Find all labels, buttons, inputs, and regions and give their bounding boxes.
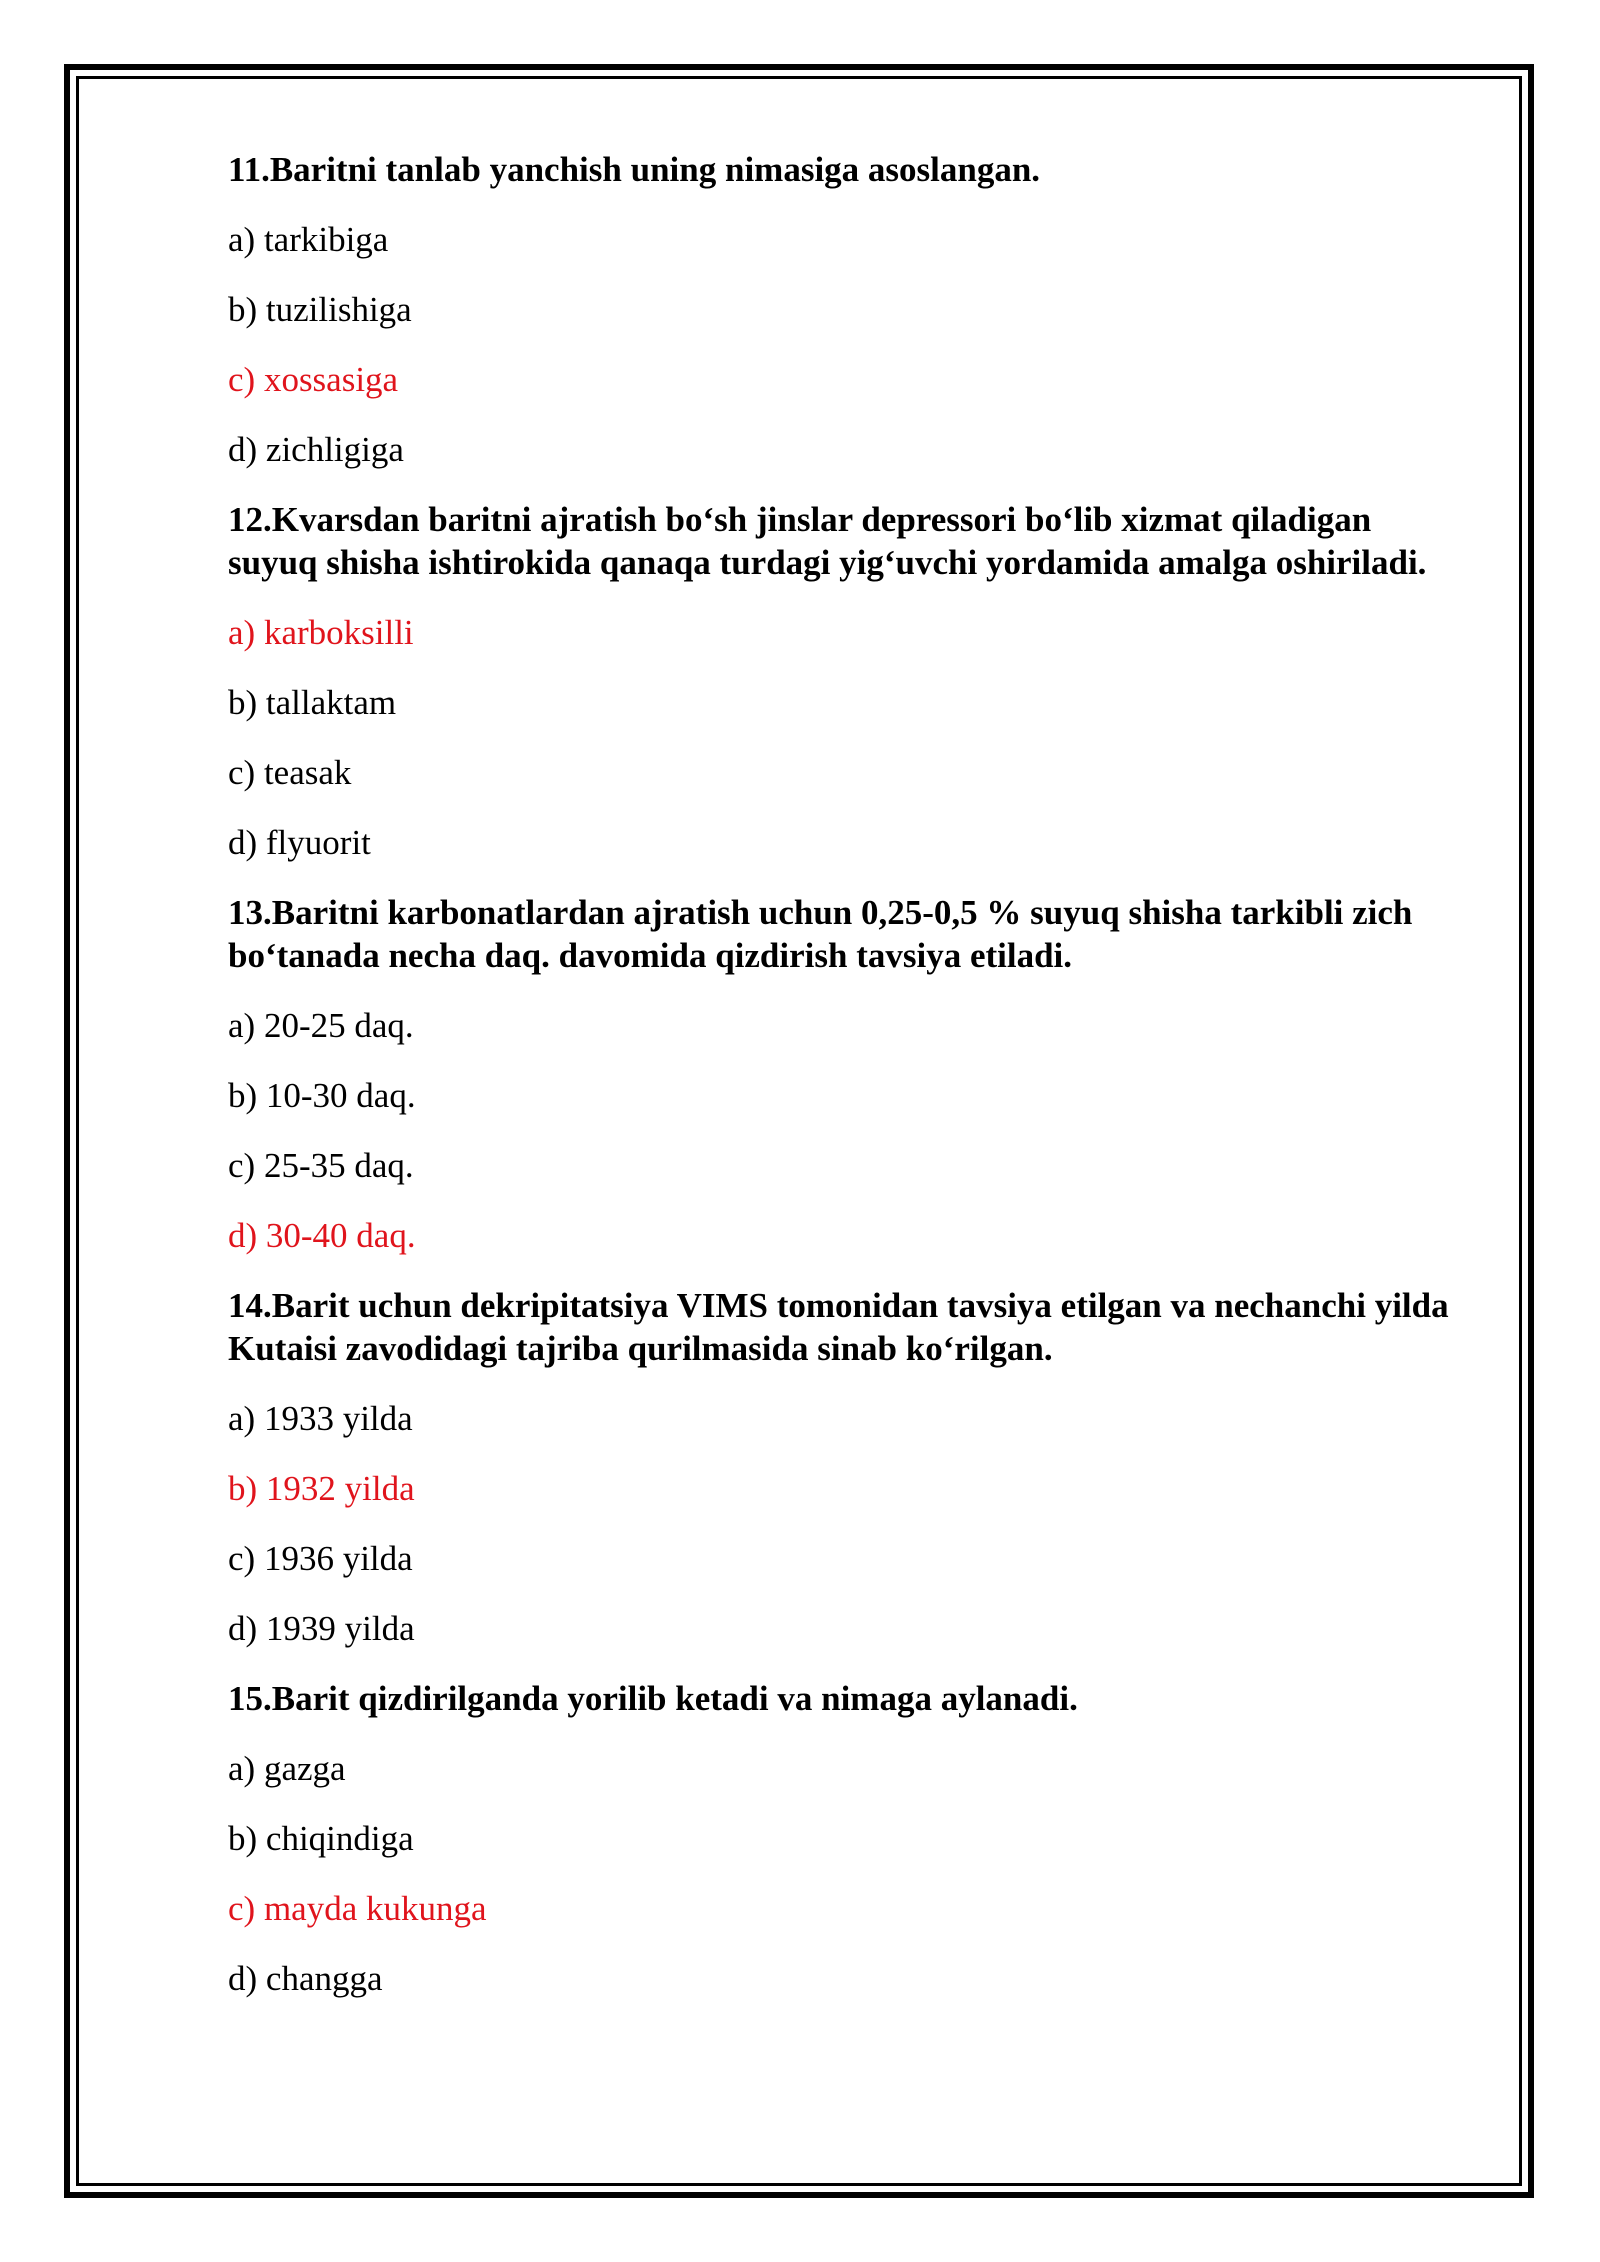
answer-option: c) teasak	[228, 753, 352, 792]
question-text: 14.Barit uchun dekripitatsiya VIMS tomonidan tavsiya etilgan va nechanchi yilda Kutaisi zavodidagi tajriba qurilmasida sinab ko‘rilgan.	[228, 1286, 1449, 1368]
answer-option-correct: a) karboksilli	[228, 613, 414, 652]
answer-option: b) 10-30 daq.	[228, 1076, 416, 1115]
answer-option: d) 1939 yilda	[228, 1609, 415, 1648]
answer-option-correct: d) 30-40 daq.	[228, 1216, 416, 1255]
quiz-content	[228, 148, 1468, 2027]
question-block	[228, 498, 1468, 864]
answer-option: b) chiqindiga	[228, 1819, 414, 1858]
question-block	[228, 1284, 1468, 1650]
answer-option: b) tuzilishiga	[228, 290, 412, 329]
answer-option: a) 20-25 daq.	[228, 1006, 414, 1045]
answer-option: d) flyuorit	[228, 823, 371, 862]
answer-option: a) gazga	[228, 1749, 346, 1788]
answer-option-correct: b) 1932 yilda	[228, 1469, 415, 1508]
answer-option: c) 25-35 daq.	[228, 1146, 414, 1185]
question-block	[228, 148, 1468, 471]
question-text: 11.Baritni tanlab yanchish uning nimasiga asoslangan.	[228, 150, 1041, 189]
answer-option: d) changga	[228, 1959, 383, 1998]
question-text: 15.Barit qizdirilganda yorilib ketadi va nimaga aylanadi.	[228, 1679, 1078, 1718]
answer-option-correct: c) mayda kukunga	[228, 1889, 487, 1928]
answer-option: a) 1933 yilda	[228, 1399, 413, 1438]
answer-option: a) tarkibiga	[228, 220, 389, 259]
answer-option: d) zichligiga	[228, 430, 404, 469]
question-text: 12.Kvarsdan baritni ajratish bo‘sh jinslar depressori bo‘lib xizmat qiladigan suyuq shisha ishtirokida qanaqa turdagi yig‘uvchi yordamida amalga oshiriladi.	[228, 500, 1427, 582]
answer-option-correct: c) xossasiga	[228, 360, 399, 399]
question-block	[228, 891, 1468, 1257]
answer-option: c) 1936 yilda	[228, 1539, 413, 1578]
question-block	[228, 1677, 1468, 2000]
question-text: 13.Baritni karbonatlardan ajratish uchun 0,25-0,5 % suyuq shisha tarkibli zich bo‘tanada necha daq. davomida qizdirish tavsiya etiladi.	[228, 893, 1413, 975]
answer-option: b) tallaktam	[228, 683, 397, 722]
